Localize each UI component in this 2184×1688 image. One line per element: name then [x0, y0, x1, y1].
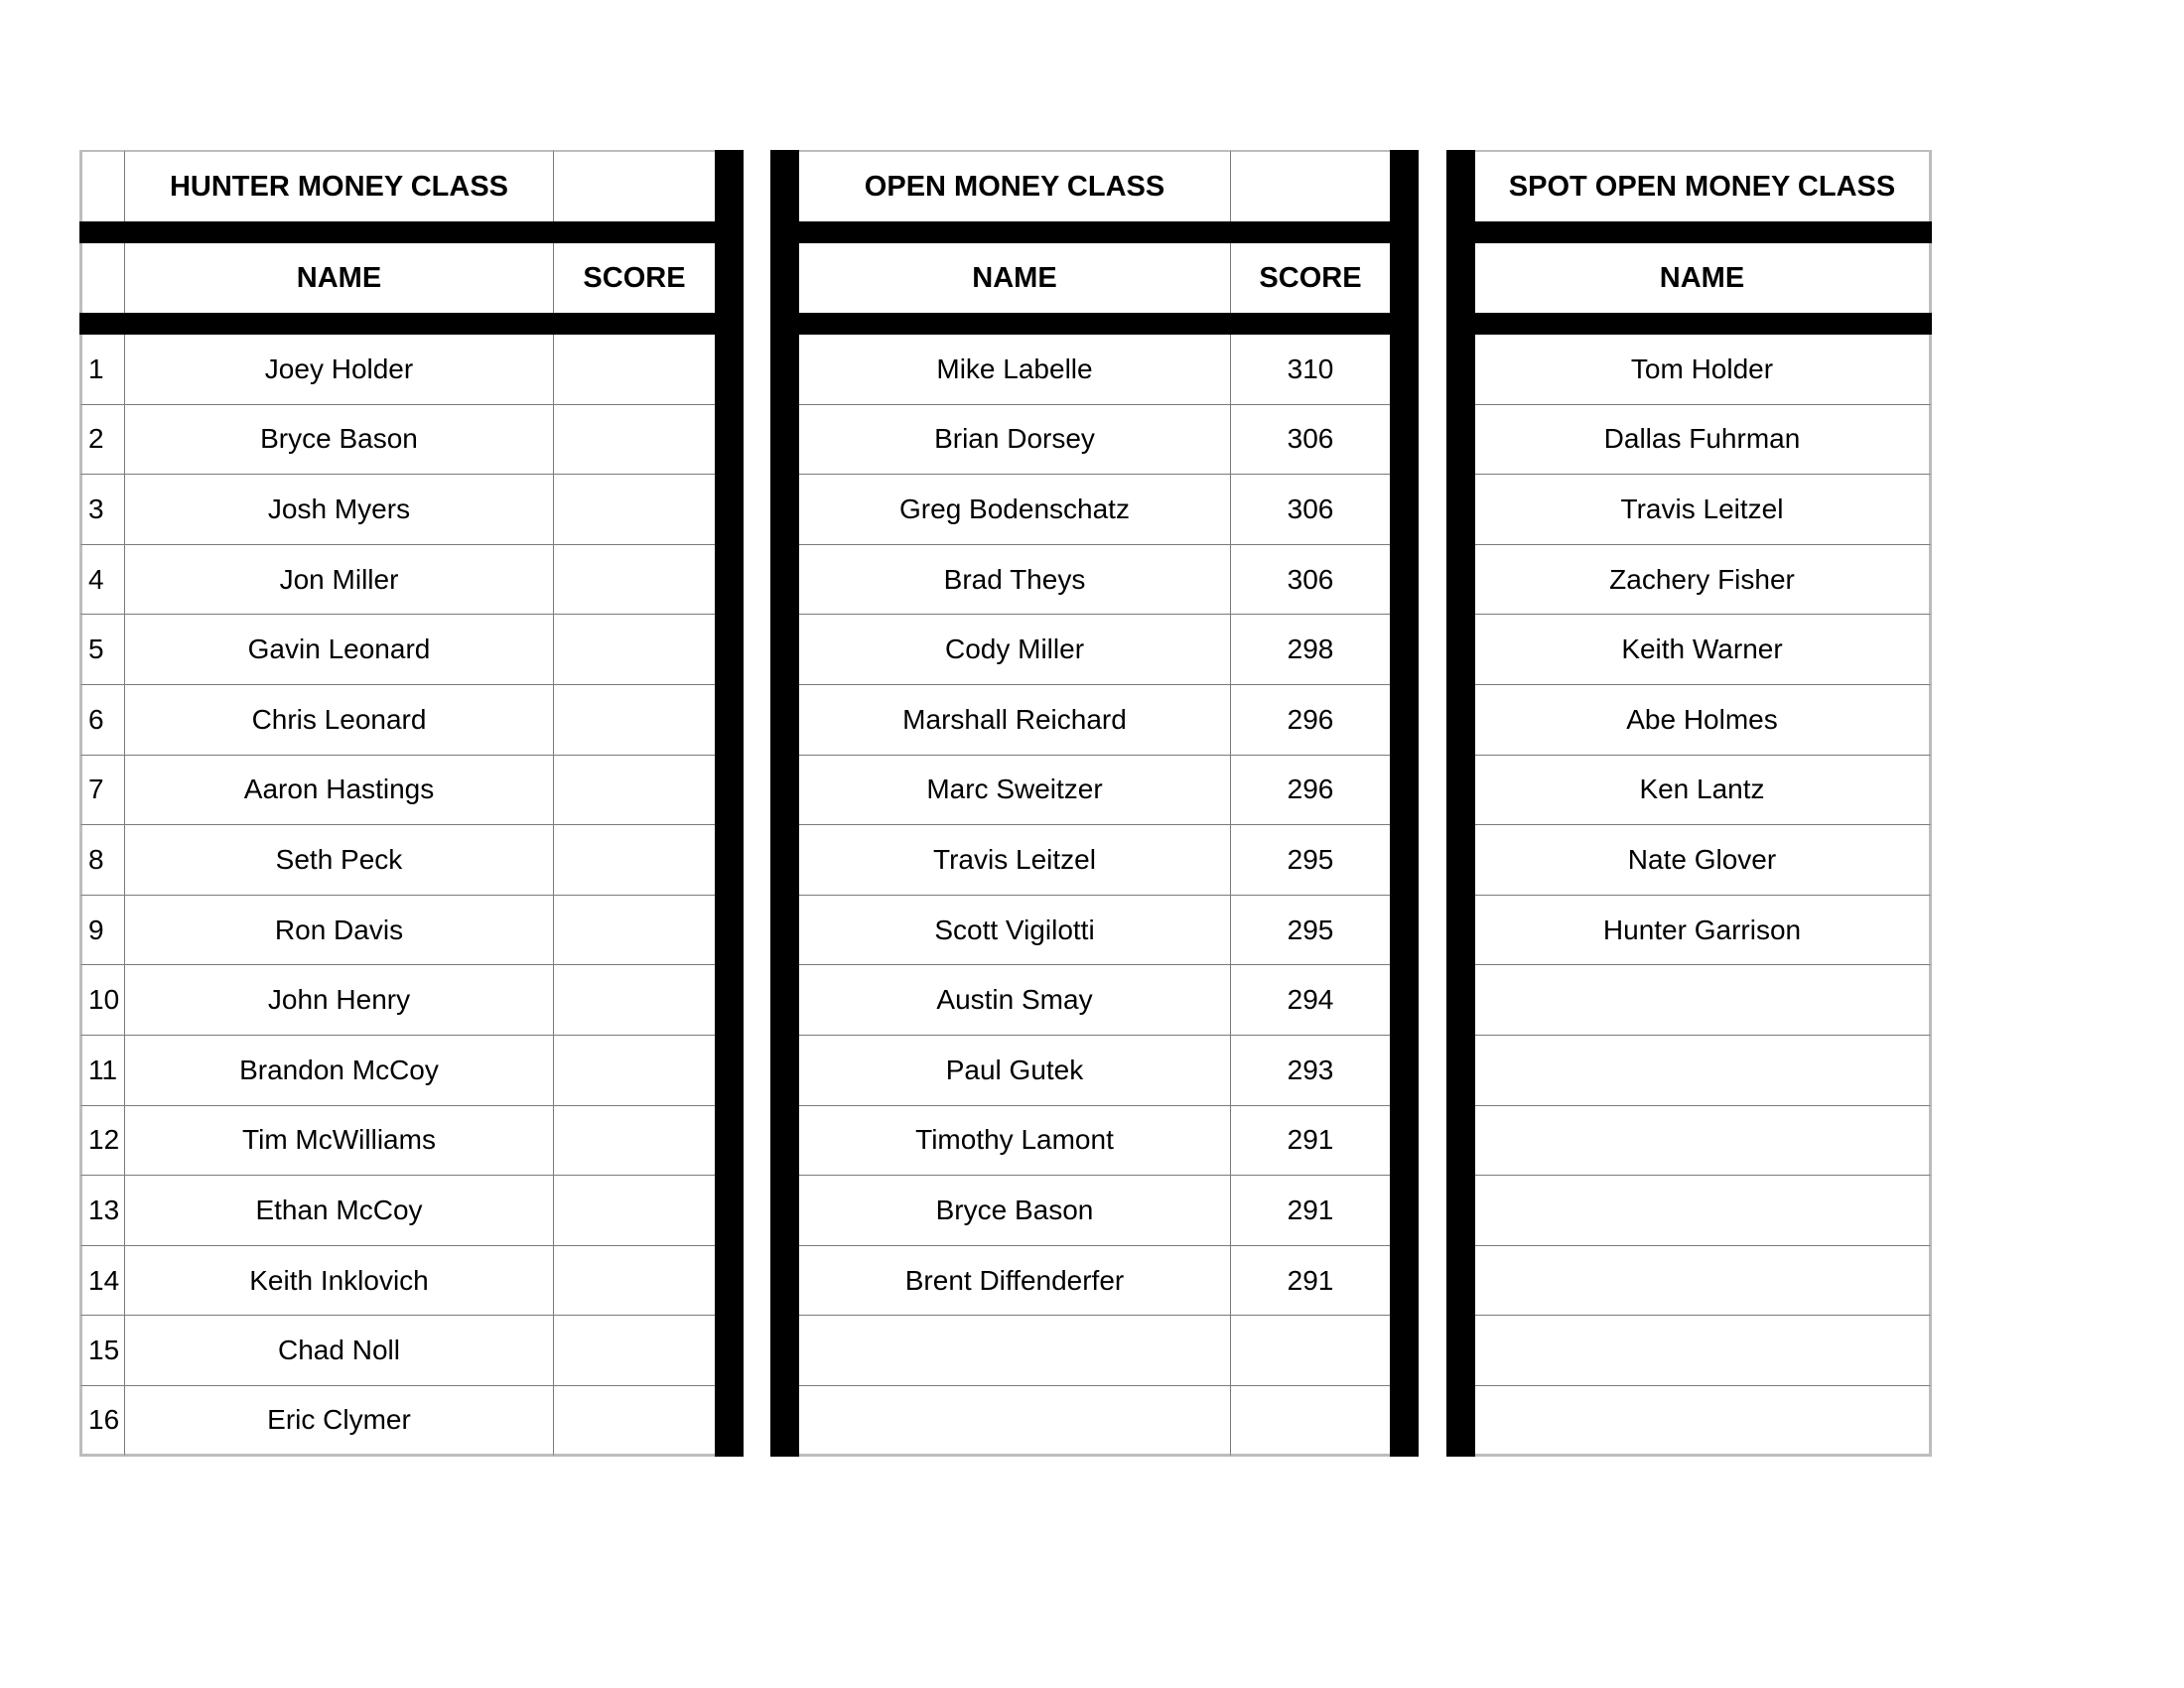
open-name: Bryce Bason: [799, 1176, 1231, 1246]
hunter-rank: 12: [79, 1106, 125, 1177]
spot-name: Zachery Fisher: [1475, 545, 1932, 616]
hunter-rank: 16: [79, 1386, 125, 1457]
hunter-title-blank: [554, 150, 715, 221]
spot-name: [1475, 965, 1932, 1036]
hunter-rank: 2: [79, 405, 125, 476]
hunter-rank: 1: [79, 335, 125, 405]
hunter-score: [554, 1316, 715, 1386]
open-name: [799, 1386, 1231, 1457]
open-name: Travis Leitzel: [799, 825, 1231, 896]
open-name: Marc Sweitzer: [799, 756, 1231, 826]
open-name: Scott Vigilotti: [799, 896, 1231, 966]
hunter-name: Eric Clymer: [125, 1386, 554, 1457]
open-score: 291: [1231, 1176, 1390, 1246]
hunter-rank: 5: [79, 615, 125, 685]
section-separator: [1390, 150, 1419, 1457]
hunter-rank: 8: [79, 825, 125, 896]
hunter-name: Chad Noll: [125, 1316, 554, 1386]
open-score: 291: [1231, 1106, 1390, 1177]
spot-name: Travis Leitzel: [1475, 475, 1932, 545]
hunter-name: Keith Inklovich: [125, 1246, 554, 1317]
open-score: 291: [1231, 1246, 1390, 1317]
header-divider-bar: [79, 313, 715, 335]
spot-name-header: NAME: [1475, 243, 1932, 313]
header-divider-bar: [1446, 313, 1932, 335]
hunter-name: Ron Davis: [125, 896, 554, 966]
open-name: [799, 1316, 1231, 1386]
header-divider-bar: [770, 313, 1419, 335]
header-divider-bar: [79, 221, 715, 243]
spot-name: [1475, 1176, 1932, 1246]
spot-name: Ken Lantz: [1475, 756, 1932, 826]
open-score: 296: [1231, 756, 1390, 826]
hunter-score: [554, 965, 715, 1036]
hunter-score: [554, 475, 715, 545]
hunter-score: [554, 756, 715, 826]
spot-name: Tom Holder: [1475, 335, 1932, 405]
spot-name: Dallas Fuhrman: [1475, 405, 1932, 476]
hunter-name: Bryce Bason: [125, 405, 554, 476]
spot-name: [1475, 1246, 1932, 1317]
hunter-name: Aaron Hastings: [125, 756, 554, 826]
open-score: 296: [1231, 685, 1390, 756]
spot-name: [1475, 1106, 1932, 1177]
hunter-score: [554, 1106, 715, 1177]
open-name: Mike Labelle: [799, 335, 1231, 405]
open-score: [1231, 1386, 1390, 1457]
hunter-name: Ethan McCoy: [125, 1176, 554, 1246]
hunter-rank: 7: [79, 756, 125, 826]
hunter-score: [554, 545, 715, 616]
hunter-name: Seth Peck: [125, 825, 554, 896]
rank-subheader-blank: [79, 243, 125, 313]
hunter-score: [554, 685, 715, 756]
open-score: 293: [1231, 1036, 1390, 1106]
open-score: [1231, 1316, 1390, 1386]
hunter-score-header: SCORE: [583, 261, 686, 294]
section-separator: [715, 150, 744, 1457]
spot-name: Nate Glover: [1475, 825, 1932, 896]
hunter-name-header: NAME: [125, 243, 554, 313]
hunter-score: [554, 1176, 715, 1246]
spot-name: Keith Warner: [1475, 615, 1932, 685]
open-name: Brent Diffenderfer: [799, 1246, 1231, 1317]
open-name: Paul Gutek: [799, 1036, 1231, 1106]
open-score: 310: [1231, 335, 1390, 405]
hunter-rank: 13: [79, 1176, 125, 1246]
hunter-score: [554, 335, 715, 405]
section-separator: [744, 150, 770, 1457]
hunter-name: Brandon McCoy: [125, 1036, 554, 1106]
open-name-header: NAME: [799, 243, 1231, 313]
open-score: 294: [1231, 965, 1390, 1036]
open-score: 306: [1231, 475, 1390, 545]
open-score: 306: [1231, 405, 1390, 476]
open-name: Brad Theys: [799, 545, 1231, 616]
hunter-rank: 3: [79, 475, 125, 545]
open-name: Timothy Lamont: [799, 1106, 1231, 1177]
section-separator: [1419, 150, 1446, 1457]
hunter-rank: 14: [79, 1246, 125, 1317]
section-separator: [1446, 150, 1475, 1457]
open-score: 295: [1231, 896, 1390, 966]
hunter-rank: 6: [79, 685, 125, 756]
open-score-header: SCORE: [1259, 261, 1362, 294]
open-score: 298: [1231, 615, 1390, 685]
hunter-name: Jon Miller: [125, 545, 554, 616]
hunter-rank: 9: [79, 896, 125, 966]
open-name: Marshall Reichard: [799, 685, 1231, 756]
open-score: 306: [1231, 545, 1390, 616]
hunter-name: Joey Holder: [125, 335, 554, 405]
open-name: Greg Bodenschatz: [799, 475, 1231, 545]
hunter-score: [554, 1246, 715, 1317]
hunter-score: [554, 825, 715, 896]
spot-name: Abe Holmes: [1475, 685, 1932, 756]
open-name: Brian Dorsey: [799, 405, 1231, 476]
spot-name: [1475, 1036, 1932, 1106]
hunter-name: Gavin Leonard: [125, 615, 554, 685]
open-score: 295: [1231, 825, 1390, 896]
spot-name: [1475, 1316, 1932, 1386]
hunter-score: [554, 615, 715, 685]
rank-header-blank: [79, 150, 125, 221]
hunter-name: Chris Leonard: [125, 685, 554, 756]
hunter-name: John Henry: [125, 965, 554, 1036]
hunter-rank: 15: [79, 1316, 125, 1386]
spot-title: SPOT OPEN MONEY CLASS: [1475, 150, 1932, 221]
open-title-blank: [1231, 150, 1390, 221]
header-divider-bar: [1446, 221, 1932, 243]
hunter-score: [554, 896, 715, 966]
open-title: OPEN MONEY CLASS: [799, 150, 1231, 221]
hunter-score: [554, 1036, 715, 1106]
results-table: [79, 150, 1932, 1457]
hunter-name: Josh Myers: [125, 475, 554, 545]
hunter-rank: 10: [79, 965, 125, 1036]
hunter-score: [554, 405, 715, 476]
header-divider-bar: [770, 221, 1419, 243]
spot-name: Hunter Garrison: [1475, 896, 1932, 966]
hunter-score: [554, 1386, 715, 1457]
hunter-rank: 11: [79, 1036, 125, 1106]
open-name: Austin Smay: [799, 965, 1231, 1036]
spot-name: [1475, 1386, 1932, 1457]
hunter-title: HUNTER MONEY CLASS: [125, 150, 554, 221]
hunter-rank: 4: [79, 545, 125, 616]
section-separator: [770, 150, 799, 1457]
hunter-name: Tim McWilliams: [125, 1106, 554, 1177]
open-name: Cody Miller: [799, 615, 1231, 685]
